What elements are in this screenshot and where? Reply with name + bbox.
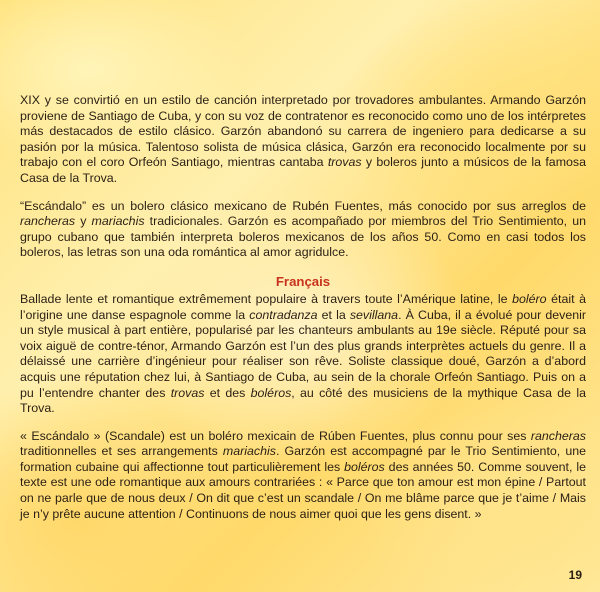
text-run: et la bbox=[317, 307, 350, 322]
text-run: y bbox=[75, 214, 92, 229]
italic-term: mariachis bbox=[222, 444, 276, 459]
text-run: tradicionales. Garzón es acompañado por miembros del Trio Sentimiento, un grupo cubano que también interpreta boleros mexicanos de los años 50. Como en casi todos los boleros, las letras son una oda romántica al amor agridulce. bbox=[20, 214, 586, 260]
text-run: « Escándalo » (Scandale) est un boléro mexicain de Rúben Fuentes, plus connu pour ses bbox=[20, 428, 531, 443]
text-run: , au côté des musiciens de la mythique Casa de la Trova. bbox=[20, 385, 586, 416]
italic-term: trovas bbox=[327, 155, 362, 170]
text-column bbox=[20, 93, 586, 522]
paragraph-gap bbox=[20, 417, 586, 429]
italic-term: boléros bbox=[344, 459, 385, 474]
text-run: “Escándalo” es un bolero clásico mexicano de Rubén Fuentes, más conocido por sus arreglos de bbox=[20, 198, 586, 213]
spanish-paragraph-1 bbox=[20, 93, 586, 187]
italic-term: sevillana bbox=[349, 307, 399, 322]
italic-term: rancheras bbox=[20, 214, 76, 229]
text-run: . À Cuba, il a évolué pour devenir un style musical à part entière, popularisé par les chanteurs ambulants au 19e siècle. Réputé pour sa voix aiguë de contre-ténor, Armando Garzón est l’un des plus grands interprètes actuels du genre. Il a délaissé une carrière d’ingénieur pour réaliser son rêve. Soliste classique doué, Garzón a d’abord acquis une réputation chez lui, à Santiago de Cuba, au sein de la chorale Orfeón Santiago. Puis on a pu l’entendre chanter des bbox=[20, 307, 587, 400]
italic-term: trovas bbox=[170, 385, 205, 400]
text-run: XIX y se convirtió en un estilo de canción interpretado por trovadores ambulantes. Armando Garzón proviene de Santiago de Cuba, y con su voz de contratenor es reconocido como uno de los intérpretes más destacados de estilo clásico. Garzón abandonó su carrera de ingeniero para dedicarse a su pasión por la música. Talentoso solista de música clásica, Garzón era reconocido localmente por su trabajo con el coro Orfeón Santiago, mientras cantaba bbox=[20, 93, 586, 170]
text-run: des années 50. Comme souvent, le texte est une ode romantique aux amours contrariées : « Parce que ton amour est mon épine / Partout on ne parle que de nous deux / On dit que c’est un scandale / On me blâme parce que je t’aime / Mais je n’y prête aucune attention / Continuons de nous aimer quoi que les gens disent. » bbox=[20, 459, 586, 521]
text-run: et des bbox=[204, 385, 251, 400]
french-paragraph-2 bbox=[20, 429, 586, 523]
text-run: Ballade lente et romantique extrêmement populaire à travers toute l’Amérique latine, le bbox=[20, 291, 513, 306]
italic-term: contradanza bbox=[249, 307, 318, 322]
page-number: 19 bbox=[568, 568, 582, 582]
text-run: traditionnelles et ses arrangements bbox=[20, 444, 223, 459]
french-heading: Français bbox=[275, 273, 331, 289]
spanish-paragraph-2 bbox=[20, 199, 586, 261]
italic-term: mariachis bbox=[91, 214, 145, 229]
text-run: . Garzón est accompagné par le Trio Sentimiento, une formation cubaine qui affectionne tout particulièrement les bbox=[20, 444, 586, 474]
paragraph-gap bbox=[20, 187, 586, 199]
paragraph-gap bbox=[20, 261, 586, 273]
italic-term: rancheras bbox=[530, 428, 586, 443]
italic-term: boléro bbox=[512, 291, 547, 306]
text-run: était à l’origine une danse espagnole comme la bbox=[20, 291, 586, 322]
text-run: y boleros junto a músicos de la famosa Casa de la Trova. bbox=[20, 155, 587, 185]
italic-term: boléros bbox=[250, 385, 292, 400]
french-paragraph-1 bbox=[20, 292, 586, 417]
